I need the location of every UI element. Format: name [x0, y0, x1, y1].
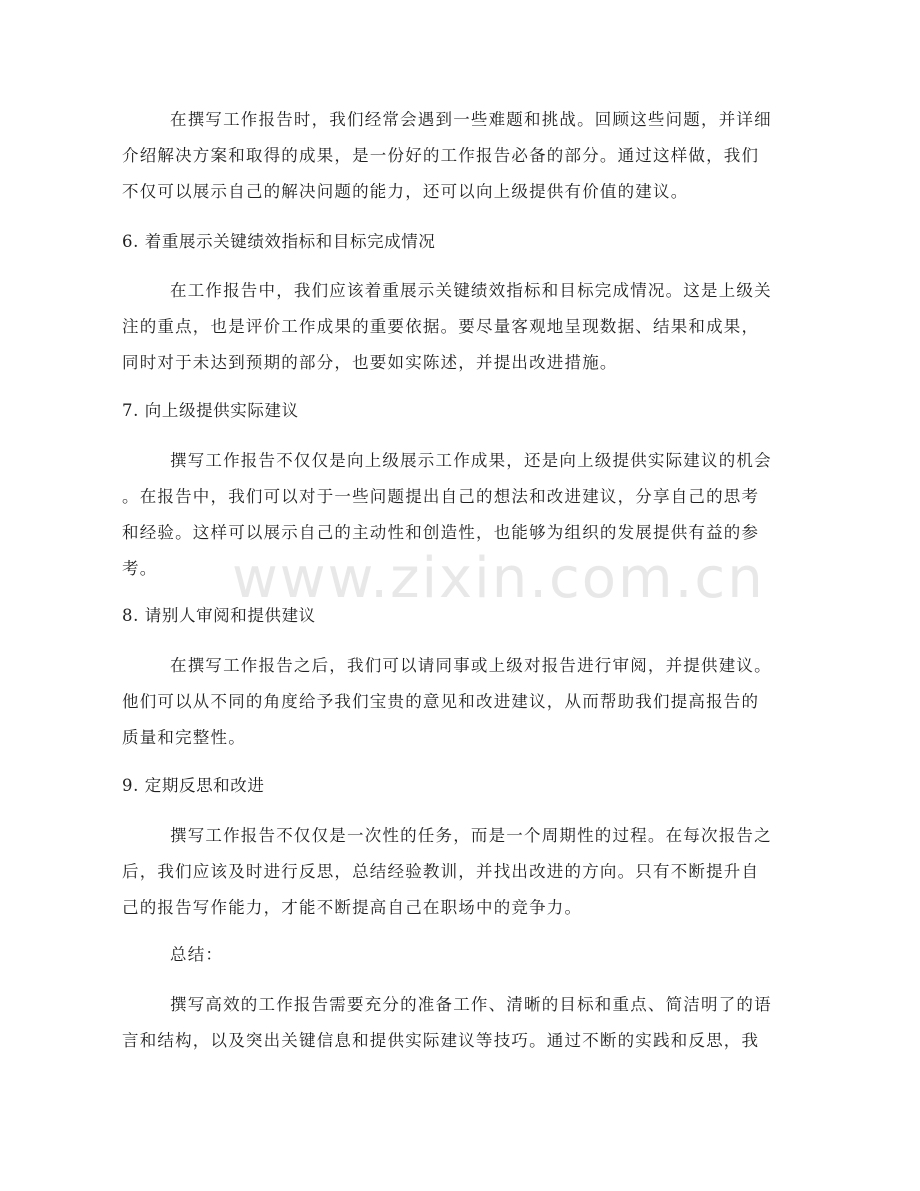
text-line: 后，我们应该及时进行反思，总结经验教训，并找出改进的方向。只有不断提升自 — [122, 862, 760, 881]
text-line: 和经验。这样可以展示自己的主动性和创造性，也能够为组织的发展提供有益的参 — [122, 523, 760, 542]
text-line: 。在报告中，我们可以对于一些问题提出自己的想法和改进建议，分享自己的思考 — [122, 487, 760, 506]
text-line: 他们可以从不同的角度给予我们宝贵的意见和改进建议，从而帮助我们提高报告的 — [122, 692, 760, 711]
text-line: 注的重点，也是评价工作成果的重要依据。要尽量客观地呈现数据、结果和成果， — [122, 317, 760, 336]
text-line: 己的报告写作能力，才能不断提高自己在职场中的竞争力。 — [122, 898, 583, 917]
heading-text: 7. 向上级提供实际建议 — [122, 401, 299, 420]
heading-text: 9. 定期反思和改进 — [122, 776, 265, 795]
summary-label — [122, 937, 798, 973]
section-heading-9 — [122, 768, 798, 804]
text-line: 撰写工作报告不仅仅是向上级展示工作成果，还是向上级提供实际建议的机会 — [170, 451, 772, 470]
text-line: 在工作报告中，我们应该着重展示关键绩效指标和目标完成情况。这是上级关 — [170, 281, 772, 300]
text-line: 介绍解决方案和取得的成果，是一份好的工作报告必备的部分。通过这样做，我们 — [122, 146, 760, 165]
section-heading-6 — [122, 224, 798, 260]
paragraph-summary — [122, 987, 798, 1059]
text-line: 同时对于未达到预期的部分，也要如实陈述，并提出改进措施。 — [122, 353, 618, 372]
summary-label-text: 总结： — [170, 945, 224, 964]
paragraph-6 — [122, 273, 798, 381]
section-heading-7 — [122, 393, 798, 429]
text-line: 在撰写工作报告时，我们经常会遇到一些难题和挑战。回顾这些问题，并详细 — [170, 110, 772, 129]
text-line: 考。 — [122, 559, 158, 578]
text-line: 言和结构，以及突出关键信息和提供实际建议等技巧。通过不断的实践和反思，我 — [122, 1031, 760, 1050]
text-line: 撰写工作报告不仅仅是一次性的任务，而是一个周期性的过程。在每次报告之 — [170, 826, 772, 845]
section-heading-8 — [122, 598, 798, 634]
watermark-text: www.zixin.com.cn — [232, 546, 765, 611]
text-line: 质量和完整性。 — [122, 728, 246, 747]
text-line: 撰写高效的工作报告需要充分的准备工作、清晰的目标和重点、简洁明了的语 — [170, 995, 772, 1014]
heading-text: 6. 着重展示关键绩效指标和目标完成情况 — [122, 232, 436, 251]
heading-text: 8. 请别人审阅和提供建议 — [122, 606, 316, 625]
paragraph-intro — [122, 102, 798, 210]
paragraph-8 — [122, 648, 798, 756]
paragraph-9 — [122, 818, 798, 926]
text-line: 在撰写工作报告之后，我们可以请同事或上级对报告进行审阅，并提供建议。 — [170, 656, 772, 675]
text-line: 不仅可以展示自己的解决问题的能力，还可以向上级提供有价值的建议。 — [122, 182, 689, 201]
paragraph-7 — [122, 443, 798, 587]
